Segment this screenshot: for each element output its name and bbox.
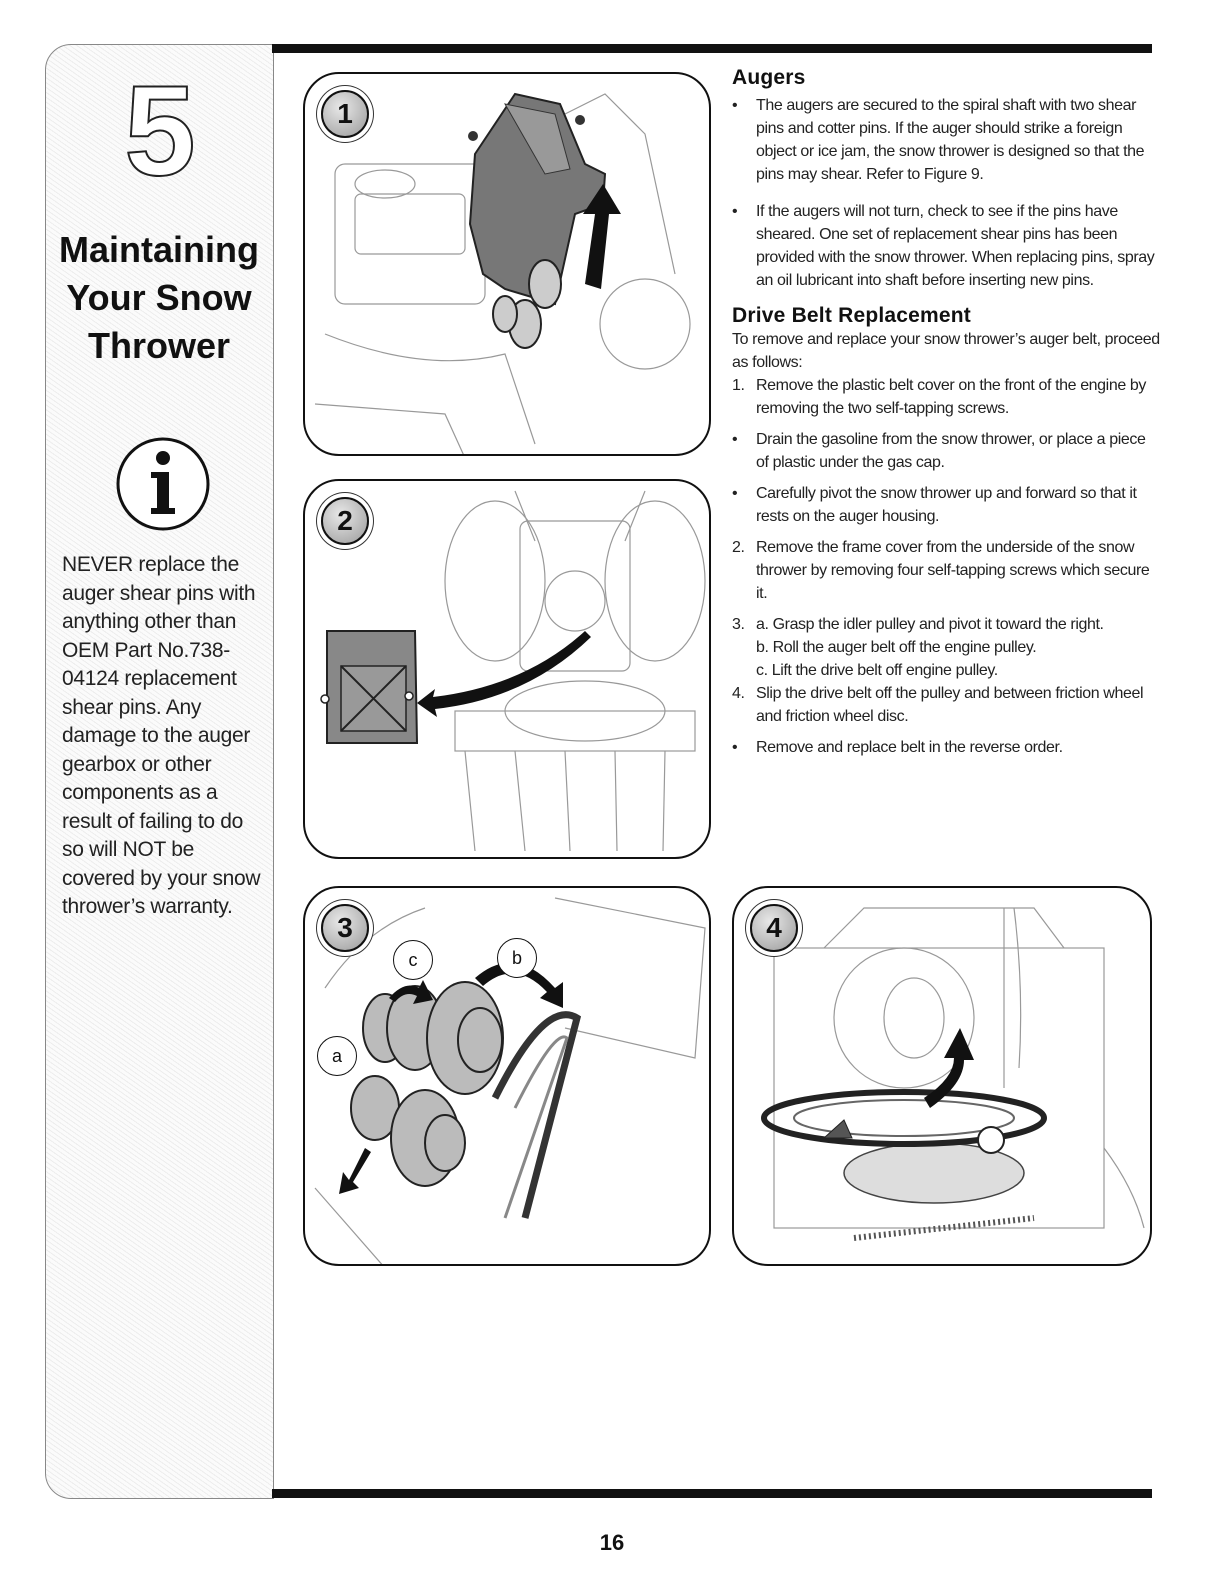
drive-belt-intro: To remove and replace your snow thrower’s auger belt, proceed as follows:: [732, 331, 1160, 371]
figure-2: [303, 479, 711, 859]
step-text: Carefully pivot the snow thrower up and forward so that it rests on the auger housing.: [756, 485, 1137, 525]
augers-bullet: [732, 200, 1162, 292]
step-item: [732, 482, 1162, 528]
instructions-column: [732, 66, 1162, 759]
step-marker: 2.: [732, 539, 745, 556]
figure-4-badge: 4: [750, 904, 798, 952]
drive-belt-heading: Drive Belt Replacement: [732, 304, 971, 327]
bullet-text: If the augers will not turn, check to see if the pins have sheared. One set of replacement shear pins has been provided with the snow thrower. When replacing pins, spray an oil lubricant into shaft before inserting new pins.: [756, 203, 1155, 289]
chapter-title-line: Thrower: [87, 325, 230, 366]
step-item: [732, 682, 1162, 728]
bullet-marker: •: [732, 97, 738, 114]
figure-1-badge: 1: [321, 90, 369, 138]
figure-3: [303, 886, 711, 1266]
callout-c: c: [393, 940, 433, 980]
step-item: [732, 536, 1162, 605]
step-marker: 4.: [732, 685, 745, 702]
bullet-marker: •: [732, 203, 738, 220]
figure-2-badge: 2: [321, 497, 369, 545]
info-icon: [115, 436, 211, 532]
step-text: Drain the gasoline from the snow thrower, or place a piece of plastic under the gas cap.: [756, 431, 1146, 471]
augers-bullet: [732, 94, 1162, 186]
page-number: 16: [599, 1530, 625, 1555]
step-item: [732, 636, 1162, 659]
drive-belt-steps: [732, 374, 1162, 759]
step-text: Remove and replace belt in the reverse order.: [756, 739, 1063, 756]
step-marker: 3.: [732, 616, 745, 633]
step-item: [732, 613, 1162, 636]
figure-3-badge: 3: [321, 904, 369, 952]
figure-1: [303, 72, 711, 456]
step-text: c. Lift the drive belt off engine pulley.: [756, 662, 998, 679]
step-text: Slip the drive belt off the pulley and between friction wheel and friction wheel disc.: [756, 685, 1144, 725]
belt-cover-illustration: [305, 74, 711, 456]
chapter-title: [35, 226, 283, 370]
step-item: [732, 736, 1162, 759]
frame-cover-illustration: [305, 481, 711, 859]
callout-a: a: [317, 1036, 357, 1076]
augers-heading: Augers: [732, 66, 806, 89]
friction-wheel-illustration: [734, 888, 1152, 1266]
callout-b: b: [497, 938, 537, 978]
step-marker: •: [732, 739, 738, 756]
step-item: [732, 659, 1162, 682]
chapter-number: 5: [124, 60, 196, 203]
step-text: b. Roll the auger belt off the engine pulley.: [756, 639, 1037, 656]
step-marker: 1.: [732, 377, 745, 394]
figure-4: [732, 886, 1152, 1266]
warning-note: NEVER replace the auger shear pins with anything other than OEM Part No.738-04124 replacement shear pins. Any damage to the auger gearbox or other components as a result of failing to do so will NOT be covered by your snow thrower’s warranty.: [62, 553, 261, 918]
chapter-title-line: Maintaining: [59, 229, 259, 270]
step-text: Remove the frame cover from the underside of the snow thrower by removing four self-tapping screws which secure it.: [756, 539, 1150, 602]
top-rule: [272, 44, 1152, 53]
step-text: Remove the plastic belt cover on the front of the engine by removing the two self-tapping screws.: [756, 377, 1146, 417]
chapter-title-line: Your Snow: [66, 277, 252, 318]
step-text: a. Grasp the idler pulley and pivot it toward the right.: [756, 616, 1104, 633]
bullet-text: The augers are secured to the spiral shaft with two shear pins and cotter pins. If the auger should strike a foreign object or ice jam, the snow thrower is designed so that the pins may shear. Refer to Figure 9.: [756, 97, 1145, 183]
step-item: [732, 374, 1162, 420]
step-marker: •: [732, 431, 738, 448]
step-marker: •: [732, 485, 738, 502]
bottom-rule: [272, 1489, 1152, 1498]
step-item: [732, 428, 1162, 474]
